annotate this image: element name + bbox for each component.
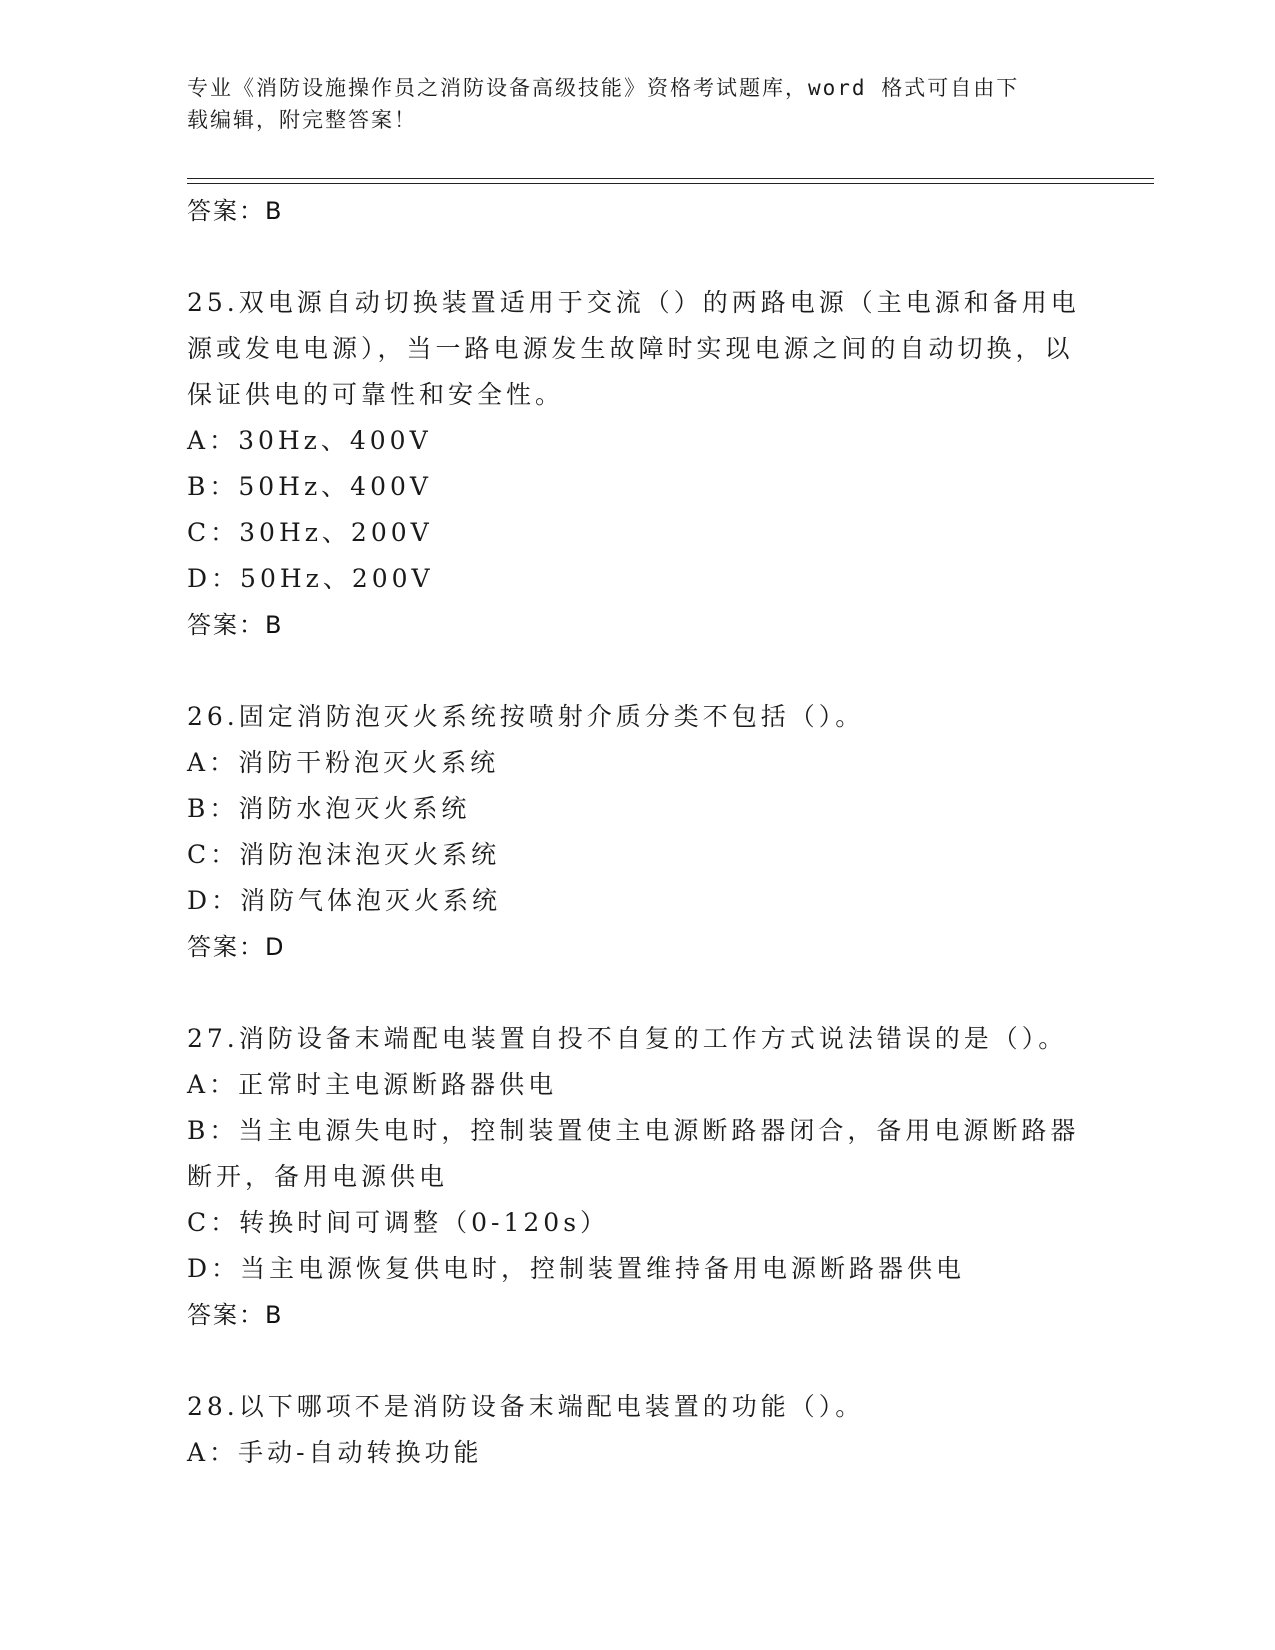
answer-line: 答案：B <box>187 197 284 225</box>
option-text: 消防干粉泡灭火系统 <box>238 748 500 777</box>
header-divider <box>187 178 1154 179</box>
option-text: 当主电源失电时，控制装置使主电源断路器闭合，备用电源断路器断开，备用电源供电 <box>187 1116 1080 1191</box>
option-a <box>187 1430 1087 1476</box>
page-header <box>187 72 1067 136</box>
option-text: 手动-自动转换功能 <box>238 1438 483 1467</box>
option-d <box>187 1246 1087 1292</box>
option-text: 50Hz、400V <box>238 472 432 501</box>
option-d <box>187 556 1087 602</box>
option-label: C： <box>187 518 240 547</box>
option-c <box>187 832 1087 878</box>
option-label: A： <box>187 1438 239 1467</box>
question-block <box>187 1016 1087 1338</box>
question-block <box>187 280 1087 648</box>
question-stem: 25.双电源自动切换装置适用于交流（）的两路电源（主电源和备用电源或发电电源），当一路电源发生故障时实现电源之间的自动切换，以保证供电的可靠性和安全性。 <box>187 288 1080 409</box>
option-label: D： <box>187 886 241 915</box>
option-text: 消防泡沫泡灭火系统 <box>239 840 501 869</box>
option-text: 50Hz、200V <box>240 564 434 593</box>
option-label: B： <box>187 1116 239 1145</box>
question-list <box>187 188 1087 1476</box>
option-label: B： <box>187 472 239 501</box>
option-a <box>187 418 1087 464</box>
answer-line: 答案：B <box>187 1301 284 1329</box>
question-stem: 28.以下哪项不是消防设备末端配电装置的功能（）。 <box>187 1392 865 1421</box>
option-b <box>187 786 1087 832</box>
option-label: A： <box>187 748 239 777</box>
question-stem: 27.消防设备末端配电装置自投不自复的工作方式说法错误的是（）。 <box>187 1024 1068 1053</box>
option-a <box>187 1062 1087 1108</box>
question-stem: 26.固定消防泡灭火系统按喷射介质分类不包括（）。 <box>187 702 865 731</box>
option-b <box>187 1108 1087 1200</box>
question-block <box>187 1384 1087 1476</box>
answer-line: 答案：B <box>187 611 284 639</box>
option-label: C： <box>187 840 240 869</box>
header-line-2: 载编辑，附完整答案！ <box>187 108 417 132</box>
option-b <box>187 464 1087 510</box>
header-line-1: 专业《消防设施操作员之消防设备高级技能》资格考试题库，word 格式可自由下 <box>187 76 1020 100</box>
header-divider-secondary <box>187 183 1154 184</box>
option-text: 当主电源恢复供电时，控制装置维持备用电源断路器供电 <box>240 1254 966 1283</box>
option-text: 消防水泡灭火系统 <box>238 794 471 823</box>
option-text: 30Hz、400V <box>238 426 432 455</box>
option-c <box>187 510 1087 556</box>
option-label: D： <box>187 1254 241 1283</box>
option-label: A： <box>187 1070 239 1099</box>
option-label: D： <box>187 564 241 593</box>
option-label: B： <box>187 794 239 823</box>
answer-line: 答案：D <box>187 933 286 961</box>
option-text: 消防气体泡灭火系统 <box>240 886 502 915</box>
option-c <box>187 1200 1087 1246</box>
option-d <box>187 878 1087 924</box>
option-text: 正常时主电源断路器供电 <box>238 1070 558 1099</box>
option-text: 30Hz、200V <box>239 518 433 547</box>
option-a <box>187 740 1087 786</box>
option-text: 转换时间可调整（0-120s） <box>239 1208 610 1237</box>
option-label: C： <box>187 1208 240 1237</box>
option-label: A： <box>187 426 239 455</box>
question-block <box>187 694 1087 970</box>
